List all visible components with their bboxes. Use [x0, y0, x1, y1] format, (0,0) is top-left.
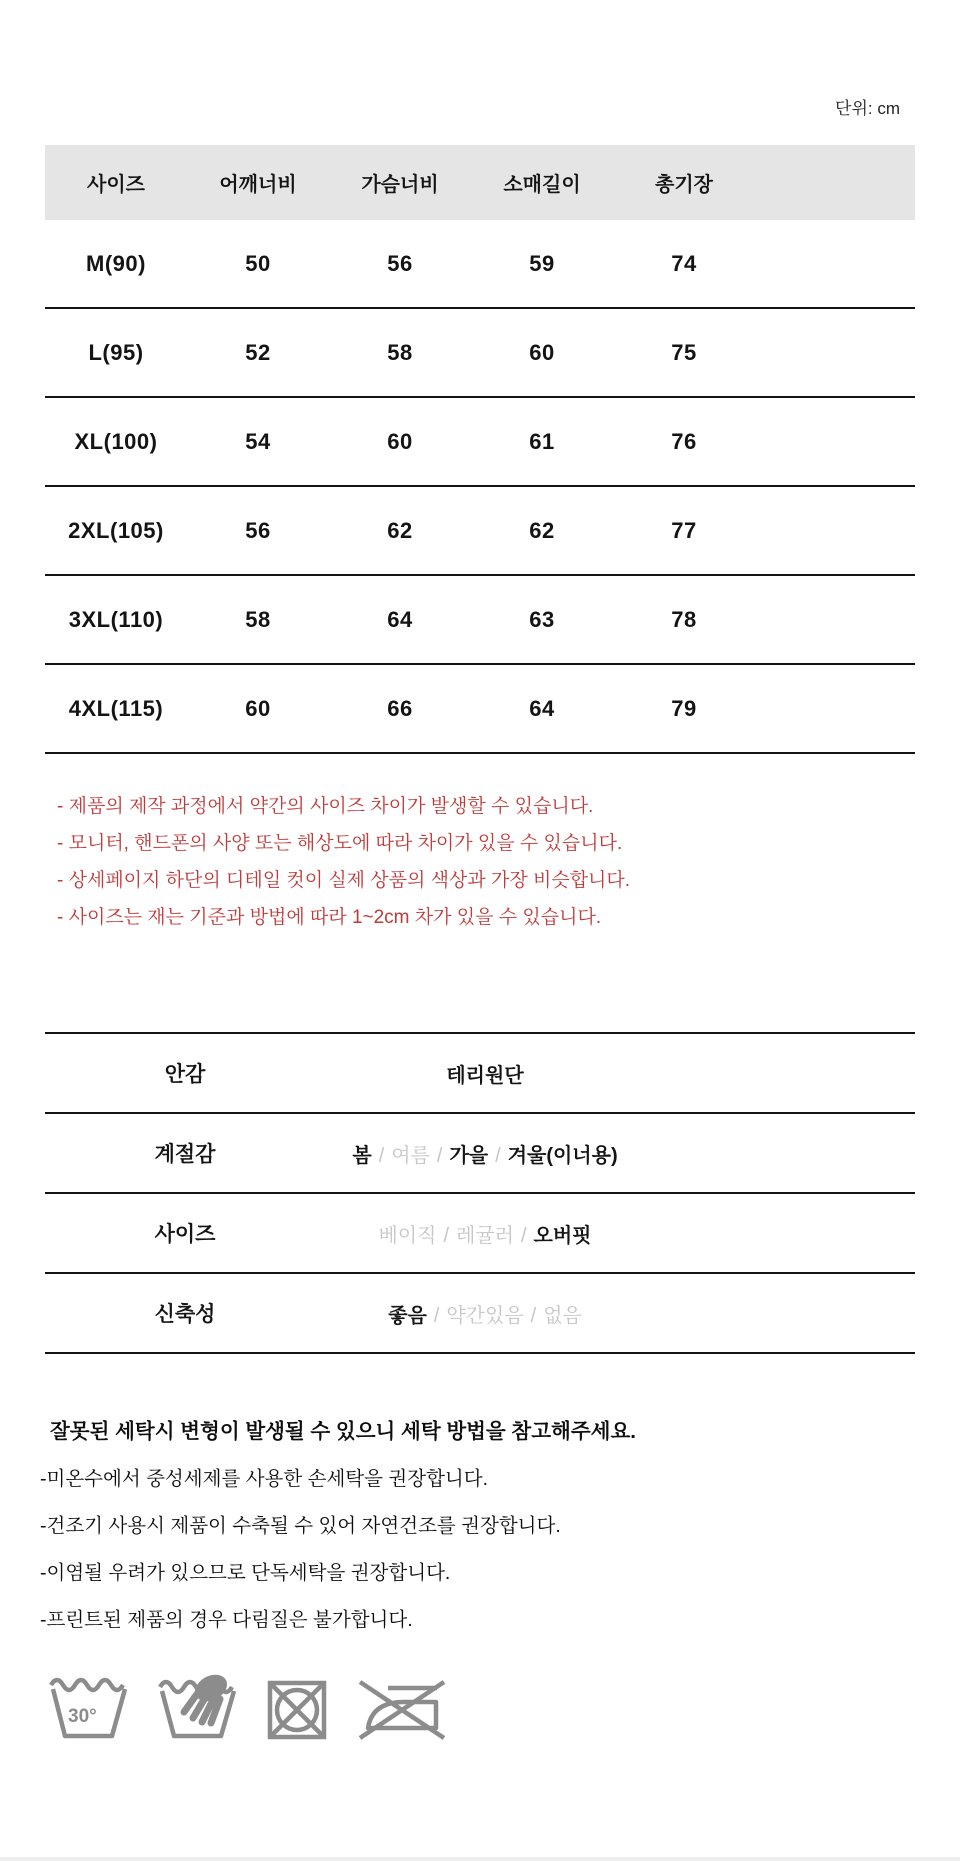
value-cell: 54 — [187, 397, 329, 486]
wash-30-icon — [48, 1674, 130, 1746]
filler-cell — [755, 220, 915, 308]
filler-cell — [755, 664, 915, 753]
washing-item: -미온수에서 중성세제를 사용한 손세탁을 권장합니다. — [40, 1468, 488, 1490]
spec-option: 좋음 — [388, 1304, 427, 1327]
spec-option: 가을 — [449, 1144, 489, 1167]
col-header-chest: 가슴너비 — [329, 145, 471, 220]
option-separator: / — [378, 1144, 385, 1167]
spec-value — [325, 1139, 645, 1168]
filler-cell — [755, 308, 915, 397]
col-header-filler — [755, 145, 915, 220]
size-chart-header-row — [45, 145, 915, 220]
laundry-care-icons — [48, 1674, 960, 1746]
washing-heading: 잘못된 세탁시 변형이 발생될 수 있으니 세탁 방법을 참고해주세요. — [50, 1420, 636, 1443]
spec-row-season — [45, 1114, 915, 1194]
value-cell: 60 — [187, 664, 329, 753]
spec-option: 약간있음 — [446, 1304, 524, 1327]
hand-wash-icon — [157, 1674, 239, 1746]
option-separator: / — [443, 1224, 450, 1247]
fabric-spec-table — [45, 1032, 915, 1354]
value-cell: 75 — [613, 308, 755, 397]
value-cell: 64 — [329, 575, 471, 664]
spec-option: 봄 — [352, 1144, 372, 1167]
do-not-tumble-dry-icon — [266, 1679, 328, 1741]
spec-option: 레귤러 — [456, 1224, 514, 1247]
value-cell: 62 — [471, 486, 613, 575]
size-row — [45, 397, 915, 486]
size-row — [45, 486, 915, 575]
size-cell: M(90) — [45, 220, 187, 308]
size-row — [45, 220, 915, 308]
washing-item: -이염될 우려가 있으므로 단독세탁을 권장합니다. — [40, 1562, 451, 1584]
washing-item: -프린트된 제품의 경우 다림질은 불가합니다. — [40, 1609, 413, 1631]
svg-text:30°: 30° — [68, 1706, 97, 1727]
col-header-sleeve: 소매길이 — [471, 145, 613, 220]
spec-row-stretch — [45, 1274, 915, 1354]
size-row — [45, 664, 915, 753]
washing-item: -건조기 사용시 제품이 수축될 수 있어 자연건조를 권장합니다. — [40, 1515, 561, 1537]
filler-cell — [755, 575, 915, 664]
spec-option: 겨울(이너용) — [507, 1144, 618, 1167]
size-cell: L(95) — [45, 308, 187, 397]
filler-cell — [755, 397, 915, 486]
value-cell: 56 — [187, 486, 329, 575]
note-line: - 상세페이지 하단의 디테일 컷이 실제 상품의 색상과 가장 비슷합니다. — [57, 870, 631, 891]
value-cell: 64 — [471, 664, 613, 753]
washing-instructions — [40, 1414, 960, 1746]
option-separator: / — [495, 1144, 501, 1167]
note-line: - 사이즈는 재는 기준과 방법에 따라 1~2cm 차가 있을 수 있습니다. — [57, 907, 602, 928]
value-cell: 60 — [329, 397, 471, 486]
spec-row-fit — [45, 1194, 915, 1274]
spec-label: 사이즈 — [154, 1223, 216, 1246]
spec-option: 베이직 — [378, 1224, 437, 1247]
spec-row-lining — [45, 1034, 915, 1114]
spec-value — [325, 1059, 645, 1088]
spec-option: 오버핏 — [533, 1224, 592, 1247]
size-chart-table — [45, 145, 915, 754]
option-separator: / — [520, 1224, 527, 1247]
value-cell: 61 — [471, 397, 613, 486]
value-cell: 63 — [471, 575, 613, 664]
spec-option: 테리원단 — [446, 1064, 524, 1087]
value-cell: 58 — [329, 308, 471, 397]
value-cell: 50 — [187, 220, 329, 308]
spec-label: 안감 — [164, 1063, 206, 1086]
filler-cell — [755, 486, 915, 575]
size-cell: XL(100) — [45, 397, 187, 486]
value-cell: 62 — [329, 486, 471, 575]
spec-value — [325, 1219, 645, 1248]
size-caution-notes — [57, 788, 960, 936]
value-cell: 78 — [613, 575, 755, 664]
bottom-divider — [0, 1857, 960, 1861]
do-not-iron-icon — [355, 1678, 447, 1742]
option-separator: / — [433, 1304, 440, 1327]
value-cell: 77 — [613, 486, 755, 575]
value-cell: 59 — [471, 220, 613, 308]
unit-label: 단위: cm — [835, 99, 900, 118]
spec-label: 계절감 — [154, 1143, 216, 1166]
note-line: - 모니터, 핸드폰의 사양 또는 해상도에 따라 차이가 있을 수 있습니다. — [57, 833, 623, 854]
value-cell: 74 — [613, 220, 755, 308]
size-cell: 3XL(110) — [45, 575, 187, 664]
col-header-shoulder: 어깨너비 — [187, 145, 329, 220]
size-cell: 2XL(105) — [45, 486, 187, 575]
value-cell: 79 — [613, 664, 755, 753]
value-cell: 66 — [329, 664, 471, 753]
value-cell: 58 — [187, 575, 329, 664]
spec-option: 없음 — [543, 1304, 582, 1327]
size-row — [45, 308, 915, 397]
col-header-size: 사이즈 — [45, 145, 187, 220]
spec-option: 여름 — [391, 1144, 430, 1167]
col-header-length: 총기장 — [613, 145, 755, 220]
spec-label: 신축성 — [154, 1303, 216, 1326]
value-cell: 52 — [187, 308, 329, 397]
size-cell: 4XL(115) — [45, 664, 187, 753]
value-cell: 60 — [471, 308, 613, 397]
option-separator: / — [530, 1304, 537, 1327]
size-row — [45, 575, 915, 664]
option-separator: / — [436, 1144, 443, 1167]
value-cell: 56 — [329, 220, 471, 308]
value-cell: 76 — [613, 397, 755, 486]
note-line: - 제품의 제작 과정에서 약간의 사이즈 차이가 발생할 수 있습니다. — [57, 796, 594, 817]
spec-value — [325, 1299, 645, 1328]
